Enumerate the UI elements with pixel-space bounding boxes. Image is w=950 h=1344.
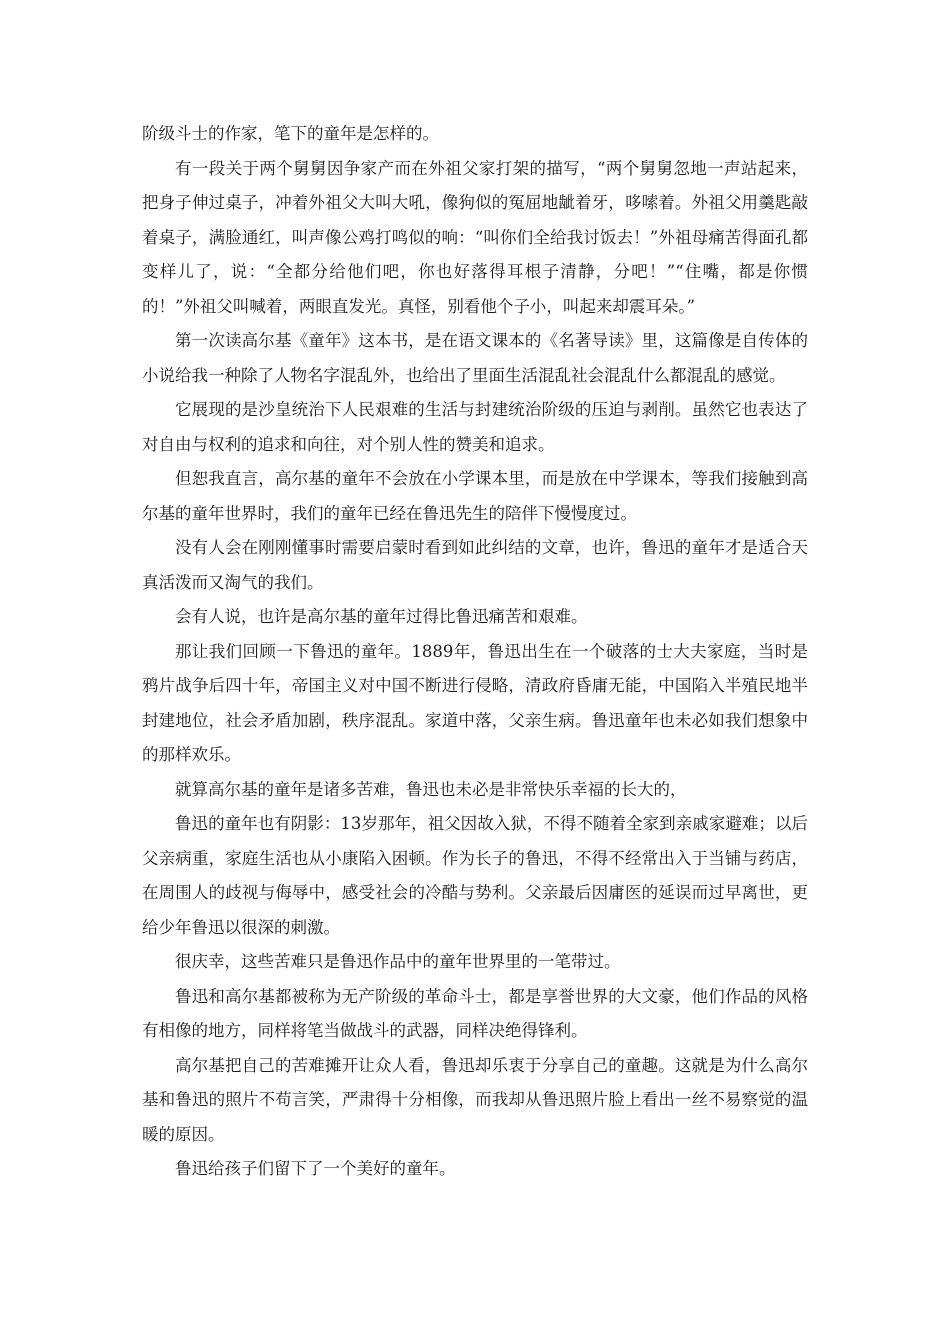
- paragraph-continuation: 阶级斗士的作家，笔下的童年是怎样的。: [142, 124, 439, 143]
- paragraph-fortunate: 很庆幸，这些苦难只是鲁迅作品中的童年世界里的一笔带过。: [175, 952, 621, 971]
- paragraph-shadow: 鲁迅的童年也有阴影：13岁那年，祖父因故入狱，不得不随着全家到亲戚家避难；以后父亲病重，家庭生活也从小康陷入困顿。作为长子的鲁迅，不得不经常出入于当铺与药店，在周围人的歧视与侮辱中，感受社会的冷酷与势利。父亲最后因庸医的延误而过早离世，更给少年鲁迅以很深的刺激。: [142, 814, 808, 937]
- paragraph-comparison: 鲁迅和高尔基都被称为无产阶级的革命斗士，都是享誉世界的大文豪，他们作品的风格有相像的地方，同样将笔当做战斗的武器，同样决绝得锋利。: [142, 986, 808, 1040]
- paragraph-uncles-quarrel: 有一段关于两个舅舅因争家产而在外祖父家打架的描写，“两个舅舅忽地一声站起来，把身子伸过桌子，冲着外祖父大叫大吼，像狗似的冤屈地龇着牙，哆嗦着。外祖父用羹匙敲着桌子，满脸通红，叫声像公鸡打鸣似的响：“叫你们全给我讨饭去！”外祖母痛苦得面孔都变样儿了，说：“全都分给他们吧，你也好落得耳根子清静，分吧！”“住嘴，都是你惯的！”外祖父叫喊着，两眼直发光。真怪，别看他个子小，叫起来却震耳朵。”: [142, 158, 808, 316]
- paragraph-enlightenment: 没有人会在刚刚懂事时需要启蒙时看到如此纠结的文章，也许，鲁迅的童年才是适合天真活泼而又淘气的我们。: [142, 538, 808, 592]
- paragraph-photos: 高尔基把自己的苦难摊开让众人看，鲁迅却乐衷于分享自己的童趣。这就是为什么高尔基和鲁迅的照片不苟言笑，严肃得十分相像，而我却从鲁迅照片脸上看出一丝不易察觉的温暖的原因。: [142, 1055, 808, 1144]
- paragraph-textbook: 但恕我直言，高尔基的童年不会放在小学课本里，而是放在中学课本，等我们接触到高尔基的童年世界时，我们的童年已经在鲁迅先生的陪伴下慢慢度过。: [142, 469, 808, 523]
- paragraph-theme: 它展现的是沙皇统治下人民艰难的生活与封建统治阶级的压迫与剥削。虽然它也表达了对自由与权利的追求和向往，对个别人性的赞美和追求。: [142, 400, 808, 454]
- paragraph-hardship: 就算高尔基的童年是诸多苦难，鲁迅也未必是非常快乐幸福的长大的，: [175, 779, 687, 799]
- paragraph-first-reading: 第一次读高尔基《童年》这本书，是在语文课本的《名著导读》里，这篇像是自传体的小说给我一种除了人物名字混乱外，也给出了里面生活混乱社会混乱什么都混乱的感觉。: [142, 331, 808, 385]
- paragraph-conclusion: 鲁迅给孩子们留下了一个美好的童年。: [175, 1159, 456, 1178]
- paragraph-objection: 会有人说，也许是高尔基的童年过得比鲁迅痛苦和艰难。: [175, 607, 588, 626]
- paragraph-luxun-childhood: 那让我们回顾一下鲁迅的童年。1889年，鲁迅出生在一个破落的士大夫家庭，当时是鸦片战争后四十年，帝国主义对中国不断进行侵略，清政府昏庸无能，中国陷入半殖民地半封建地位，社会矛盾加剧，秩序混乱。家道中落，父亲生病。鲁迅童年也未必如我们想象中的那样欢乐。: [142, 641, 808, 764]
- document-page: [142, 117, 808, 1187]
